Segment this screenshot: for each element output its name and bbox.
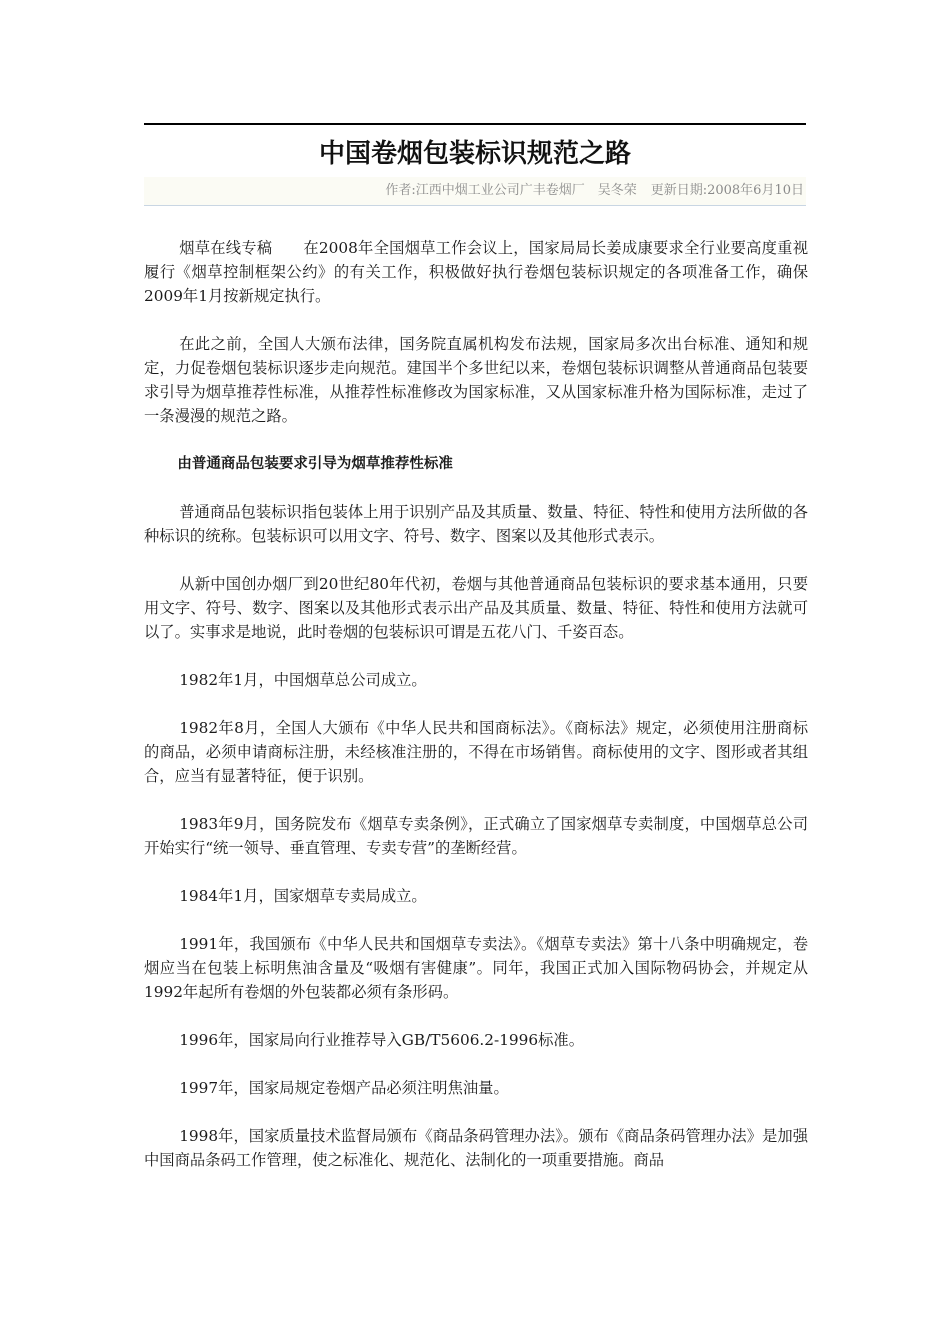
article-author: 作者:江西中烟工业公司广丰卷烟厂 吴冬荣 (385, 183, 637, 198)
paragraph: 1998年，国家质量技术监督局颁布《商品条码管理办法》。颁布《商品条码管理办法》是加强中国商品条码工作管理，使之标准化、规范化、法制化的一项重要措施。商品 (144, 1127, 808, 1169)
paragraph: 1982年1月，中国烟草总公司成立。 (179, 671, 427, 689)
article-title: 中国卷烟包装标识规范之路 (318, 139, 631, 169)
section-heading: 由普通商品包装要求引导为烟草推荐性标准 (177, 455, 453, 472)
paragraph: 1996年，国家局向行业推荐导入GB/T5606.2-1996标准。 (179, 1031, 585, 1049)
top-divider (144, 123, 806, 125)
article-meta (385, 181, 804, 201)
article-body (144, 236, 808, 1196)
paragraph: 普通商品包装标识指包装体上用于识别产品及其质量、数量、特征、特性和使用方法所做的各种标识的统称。包装标识可以用文字、符号、数字、图案以及其他形式表示。 (144, 503, 808, 545)
article-updated-date: 更新日期:2008年6月10日 (650, 183, 804, 198)
paragraph: 从新中国创办烟厂到20世纪80年代初，卷烟与其他普通商品包装标识的要求基本通用，只要用文字、符号、数字、图案以及其他形式表示出产品及其质量、数量、特征、特性和使用方法就可以了。实事求是地说，此时卷烟的包装标识可谓是五花八门、千姿百态。 (144, 575, 808, 641)
paragraph: 1991年，我国颁布《中华人民共和国烟草专卖法》。《烟草专卖法》第十八条中明确规定，卷烟应当在包装上标明焦油含量及“吸烟有害健康”。同年，我国正式加入国际物码协会，并规定从1992年起所有卷烟的外包装都必须有条形码。 (144, 935, 808, 1001)
paragraph: 1997年，国家局规定卷烟产品必须注明焦油量。 (179, 1079, 509, 1097)
paragraph: 1983年9月，国务院发布《烟草专卖条例》，正式确立了国家烟草专卖制度，中国烟草总公司开始实行“统一领导、垂直管理、专卖专营”的垄断经营。 (144, 815, 808, 857)
paragraph: 烟草在线专稿 在2008年全国烟草工作会议上，国家局局长姜成康要求全行业要高度重视履行《烟草控制框架公约》的有关工作，积极做好执行卷烟包装标识规定的各项准备工作，确保2009年1月按新规定执行。 (144, 239, 808, 305)
paragraph: 在此之前，全国人大颁布法律，国务院直属机构发布法规，国家局多次出台标准、通知和规定，力促卷烟包装标识逐步走向规范。建国半个多世纪以来，卷烟包装标识调整从普通商品包装要求引导为烟草推荐性标准，从推荐性标准修改为国家标准，又从国家标准升格为国际标准，走过了一条漫漫的规范之路。 (144, 335, 808, 425)
paragraph: 1984年1月，国家烟草专卖局成立。 (179, 887, 427, 905)
paragraph: 1982年8月，全国人大颁布《中华人民共和国商标法》。《商标法》规定，必须使用注册商标的商品，必须申请商标注册，未经核准注册的，不得在市场销售。商标使用的文字、图形或者其组合，应当有显著特征，便于识别。 (144, 719, 808, 785)
article-meta-bar (144, 177, 806, 206)
